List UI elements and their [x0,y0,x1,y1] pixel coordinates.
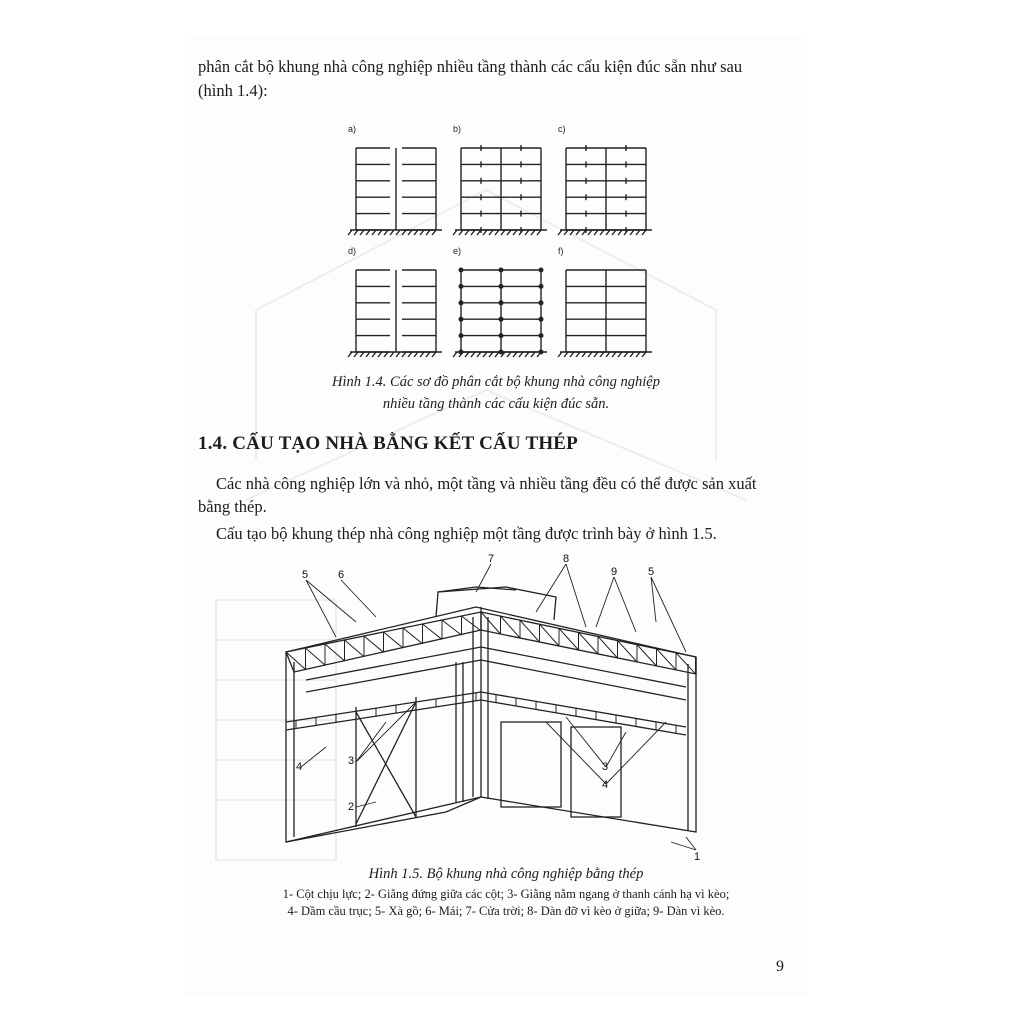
figure-1-5-callout: 5 [648,566,655,578]
figure-1-5-callout: 4 [602,779,609,791]
figure-1-5-caption: Hình 1.5. Bộ khung nhà công nghiệp bằng thép [368,866,644,882]
figure-1-4-sub-label: f) [558,246,564,256]
figure-1-5-callout: 6 [338,569,345,581]
figure-1-4-caption-line-1: Hình 1.4. Các sơ đồ phân cắt bộ khung nhà công nghiệp [332,374,660,390]
section-heading: 1.4. CẤU TẠO NHÀ BẰNG KẾT CẤU THÉP [198,433,578,454]
figure-1-4-sub-label: b) [453,124,462,134]
figure-1-5-callout: 8 [563,553,570,565]
figure-1-5-callout: 3 [348,755,355,767]
paragraph-2: Cấu tạo bộ khung thép nhà công nghiệp một tầng được trình bày ở hình 1.5. [216,524,717,543]
figure-1-4-sub-label: a) [348,124,357,134]
figure-1-4-sub-label: e) [453,246,462,256]
figure-1-5-callout: 9 [611,566,618,578]
figure-1-5-steel-frame [266,552,736,863]
paragraph-1-line-1: Các nhà công nghiệp lớn và nhỏ, một tầng và nhiều tầng đều có thể được sản xuất [216,474,757,493]
figure-1-4-caption-line-2: nhiều tầng thành các cấu kiện đúc sẵn. [382,396,610,412]
figure-1-5-callout: 7 [488,553,495,565]
figure-1-4-sub-label: c) [558,124,566,134]
figure-1-4-sub-label: d) [348,246,357,256]
paragraph-1-line-2: bằng thép. [198,497,267,516]
page-number: 9 [776,958,784,975]
figure-1-5-legend-line-2: 4- Dầm cầu trục; 5- Xà gồ; 6- Mái; 7- Cửa trời; 8- Dàn đỡ vì kèo ở giữa; 9- Dàn vì kèo. [287,904,725,918]
figure-1-5-callout: 5 [302,569,309,581]
figure-1-5-callout: 1 [694,851,701,863]
figure-1-5-callout: 2 [348,801,355,813]
figure-1-5-legend-line-1: 1- Cột chịu lực; 2- Giằng đứng giữa các cột; 3- Giằng nằm ngang ở thanh cánh hạ vì kèo; [282,887,730,901]
intro-line-1: phân cắt bộ khung nhà công nghiệp nhiều tầng thành các cấu kiện đúc sẵn như sau [198,57,743,76]
book-page [186,40,806,995]
intro-line-2: (hình 1.4): [198,81,268,100]
figure-1-5-callout: 4 [296,761,303,773]
figure-1-5-callout: 3 [602,761,609,773]
